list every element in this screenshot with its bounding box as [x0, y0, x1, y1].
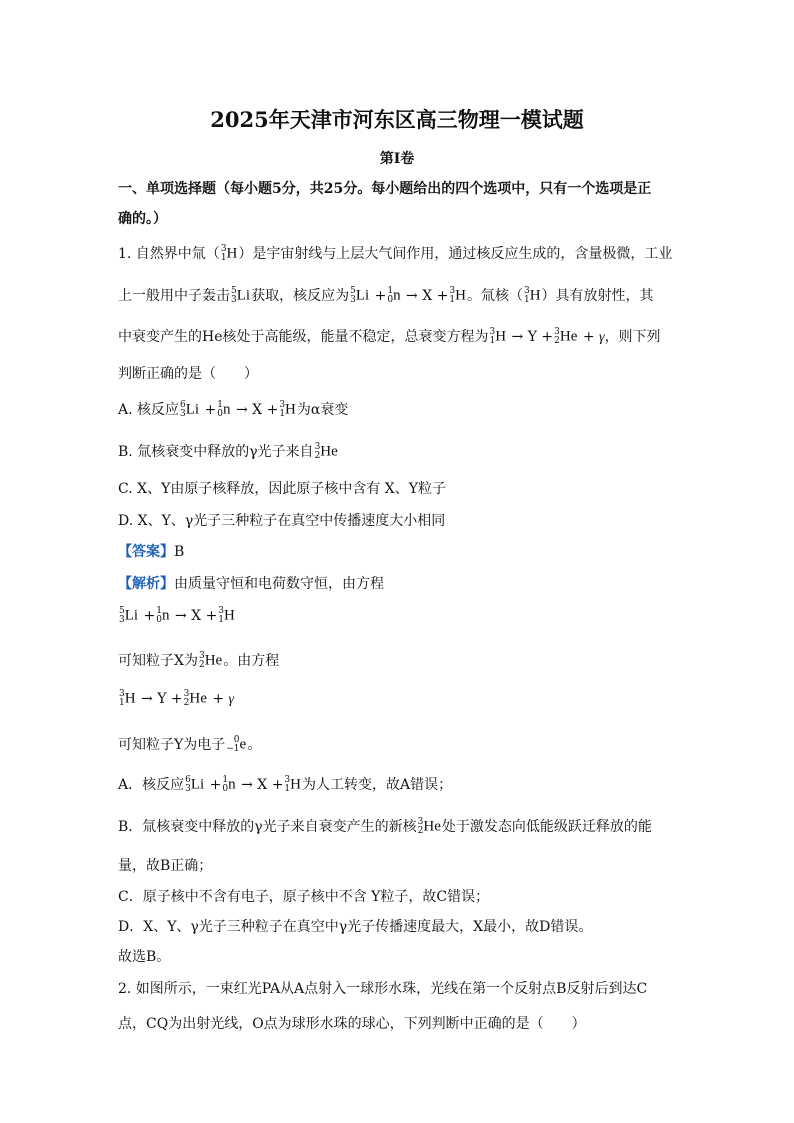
analysis-y-particle: 可知粒子Y为电子 0 −1 e。 [118, 735, 262, 754]
analysis-option-b-line1: B．氚核衰变中释放的γ光子来自衰变产生的新核 3 2 He处于激发态向低能级跃迁释放的能 [118, 817, 652, 836]
nuclide-symbol: 3 2 He [417, 817, 441, 836]
q2-line2: 点，CQ为出射光线，O点为球形水珠的球心，下列判断中正确的是（ ） [118, 1016, 586, 1032]
nuclide-symbol: 5 3 Li [119, 606, 139, 625]
q1-line2: 上一般用中子轰击 5 3 Li获取，核反应为 5 3 Li + 1 0 n → X + 3 1 H。氚核（ 3 1 H）具有放射性，其 [118, 286, 654, 305]
nuclide-symbol: 3 2 He [314, 442, 338, 461]
nuclide-symbol: 5 3 Li [350, 286, 370, 305]
nuclide-symbol: 3 1 H [523, 286, 541, 305]
analysis-option-a: A．核反应 6 3 Li + 1 0 n → X + 3 1 H为人工转变，故A错误； [118, 775, 453, 794]
q2-line1: 2. 如图所示，一束红光PA从A点射入一球形水珠，光线在第一个反射点B反射后到达C [118, 981, 648, 997]
nuclide-symbol: 6 3 Li [180, 400, 200, 419]
nuclide-symbol: 3 1 H [284, 775, 301, 794]
analysis-option-c: C．原子核中不含有电子，原子核中不含 Y粒子，故C错误； [118, 889, 490, 905]
nuclide-symbol: 3 1 H [489, 327, 507, 346]
analysis-intro: 【解析】由质量守恒和电荷数守恒，由方程 [118, 576, 384, 592]
nuclide-symbol: 6 3 Li [185, 775, 205, 794]
q1-option-a: A. 核反应 6 3 Li + 1 0 n → X + 3 1 H为α衰变 [118, 400, 349, 419]
answer-line [118, 541, 676, 561]
q1-line3: 中衰变产生的He核处于高能级，能量不稳定，总衰变方程为 3 1 H → Y + 3 2 He + γ，则下列 [118, 327, 661, 346]
nuclide-symbol: 3 2 He [183, 689, 207, 708]
answer-value: B [174, 544, 185, 560]
section-heading-line2: 确的。） [118, 211, 167, 227]
analysis-option-d: D．X、Y、γ光子三种粒子在真空中γ光子传播速度最大，X最小，故D错误。 [118, 919, 593, 935]
nuclide-symbol: 3 1 H [218, 606, 235, 625]
answer-label: 【答案】 [118, 544, 174, 560]
analysis-x-particle: 可知粒子X为 3 2 He。由方程 [118, 651, 280, 670]
nuclide-symbol: 3 1 H [119, 689, 136, 708]
q1-option-c: C. X、Y由原子核释放，因此原子核中含有 X、Y粒子 [118, 481, 446, 497]
page-title: 2025年天津市河东区高三物理一模试题 [210, 107, 584, 132]
volume-heading: 第I卷 [379, 151, 415, 167]
nuclide-symbol: 1 0 n [222, 775, 236, 794]
nuclide-symbol: 3 1 H [449, 286, 466, 305]
analysis-conclusion: 故选B。 [118, 949, 171, 965]
analysis-option-b-line2: 量，故B正确； [118, 858, 213, 874]
analysis-equation-1: 5 3 Li + 1 0 n → X + 3 1 H [119, 606, 235, 625]
section-heading-line1: 一、单项选择题（每小题5分，共25分。每小题给出的四个选项中，只有一个选项是正 [118, 181, 652, 197]
lithium-nuclide: 5 3 Li [231, 286, 251, 305]
analysis-equation-2: 3 1 H → Y + 3 2 He + γ [119, 689, 235, 708]
nuclide-symbol: 1 0 n [156, 606, 170, 625]
nuclide-symbol: 3 1 H [279, 400, 296, 419]
tritium-nuclide: 3 1 H [220, 244, 238, 263]
nuclide-symbol: 3 2 He [554, 327, 578, 346]
nuclide-symbol: 1 0 n [217, 400, 231, 419]
nuclide-symbol: 3 2 He [198, 651, 223, 670]
q1-line4: 判断正确的是（ ） [118, 366, 258, 382]
nuclide-symbol: 0 −1 e [226, 735, 247, 754]
analysis-label: 【解析】 [118, 576, 174, 592]
q1-option-d: D. X、Y、γ光子三种粒子在真空中传播速度大小相同 [118, 513, 446, 529]
q1-option-b: B. 氚核衰变中释放的γ光子来自 3 2 He [118, 442, 338, 461]
nuclide-symbol: 1 0 n [387, 286, 401, 305]
q1-line1: 1. 自然界中氚（ 3 1 H）是宇宙射线与上层大气间作用，通过核反应生成的，含量极微，工业 [118, 244, 673, 263]
